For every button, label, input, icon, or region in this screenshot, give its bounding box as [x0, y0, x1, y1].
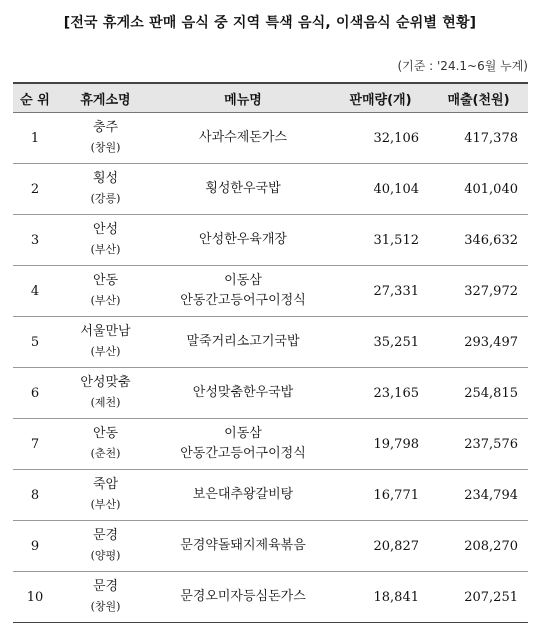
sales-cell: 207,251	[429, 572, 528, 623]
rest-stop-name: 안동	[92, 273, 119, 288]
sales-cell: 237,576	[429, 419, 528, 470]
rest-stop-cell	[57, 317, 154, 368]
quantity-cell: 35,251	[332, 317, 429, 368]
rank-cell: 10	[13, 572, 57, 623]
basis-note: (기준 : '24.1~6월 누계)	[397, 59, 528, 73]
rank-cell: 3	[13, 215, 57, 266]
sales-cell: 401,040	[429, 164, 528, 215]
rest-stop-cell	[57, 113, 154, 164]
sales-cell: 254,815	[429, 368, 528, 419]
rest-stop-direction: (제천)	[90, 396, 121, 409]
rest-stop-cell	[57, 215, 154, 266]
quantity-cell: 40,104	[332, 164, 429, 215]
quantity-cell: 31,512	[332, 215, 429, 266]
rank-cell: 2	[13, 164, 57, 215]
menu-name: 안성한우육개장	[199, 232, 287, 247]
menu-cell	[154, 164, 332, 215]
header-rest-stop: 휴게소명	[57, 83, 154, 113]
rank-cell: 1	[13, 113, 57, 164]
rest-stop-name: 안성맞춤	[80, 375, 131, 390]
menu-name: 안동간고등어구이정식	[180, 293, 306, 308]
menu-name: 안성맞춤한우국밥	[192, 385, 294, 400]
sales-cell: 346,632	[429, 215, 528, 266]
table-row	[13, 521, 528, 572]
table-row	[13, 368, 528, 419]
menu-cell	[154, 521, 332, 572]
menu-cell	[154, 113, 332, 164]
quantity-cell: 27,331	[332, 266, 429, 317]
rest-stop-direction: (강릉)	[90, 192, 121, 205]
rest-stop-cell	[57, 164, 154, 215]
header-quantity: 판매량(개)	[332, 83, 429, 113]
rest-stop-name: 문경	[92, 528, 119, 543]
sales-cell: 234,794	[429, 470, 528, 521]
quantity-cell: 18,841	[332, 572, 429, 623]
rest-stop-name: 안동	[92, 426, 119, 441]
menu-name: 사과수제돈가스	[199, 130, 287, 145]
rest-stop-name: 서울만남	[80, 324, 131, 339]
rest-stop-direction: (부산)	[90, 243, 121, 256]
menu-name: 문경약돌돼지제육볶음	[180, 538, 306, 553]
sales-cell: 417,378	[429, 113, 528, 164]
rank-cell: 7	[13, 419, 57, 470]
menu-name: 말죽거리소고기국밥	[186, 334, 300, 349]
table-body	[13, 113, 528, 623]
rest-stop-cell	[57, 266, 154, 317]
rest-stop-direction: (부산)	[90, 294, 121, 307]
menu-name: 문경오미자등심돈가스	[180, 589, 306, 604]
rest-stop-cell	[57, 521, 154, 572]
rest-stop-cell	[57, 419, 154, 470]
table-row	[13, 419, 528, 470]
ranking-table	[13, 82, 528, 623]
rest-stop-name: 죽암	[92, 477, 119, 492]
table-row	[13, 470, 528, 521]
sales-cell: 208,270	[429, 521, 528, 572]
rest-stop-name: 문경	[92, 579, 119, 594]
rank-cell: 6	[13, 368, 57, 419]
menu-name: 안동간고등어구이정식	[180, 446, 306, 461]
rank-cell: 8	[13, 470, 57, 521]
menu-name: 보은대추왕갈비탕	[192, 487, 294, 502]
rest-stop-cell	[57, 572, 154, 623]
document-title: [전국 휴게소 판매 음식 중 지역 특색 음식, 이색음식 순위별 현황]	[63, 15, 477, 31]
menu-cell	[154, 470, 332, 521]
table-row	[13, 266, 528, 317]
rank-cell: 9	[13, 521, 57, 572]
rest-stop-direction: (양평)	[90, 549, 121, 562]
header-rank: 순 위	[13, 83, 57, 113]
rest-stop-cell	[57, 368, 154, 419]
rest-stop-name: 횡성	[92, 171, 119, 186]
sales-cell: 293,497	[429, 317, 528, 368]
quantity-cell: 19,798	[332, 419, 429, 470]
quantity-cell: 23,165	[332, 368, 429, 419]
table-header-row	[13, 83, 528, 113]
quantity-cell: 32,106	[332, 113, 429, 164]
rank-cell: 5	[13, 317, 57, 368]
rest-stop-direction: (부산)	[90, 345, 121, 358]
table-row	[13, 113, 528, 164]
header-menu: 메뉴명	[154, 83, 332, 113]
rest-stop-direction: (춘천)	[90, 447, 121, 460]
quantity-cell: 20,827	[332, 521, 429, 572]
rank-cell: 4	[13, 266, 57, 317]
menu-name: 횡성한우국밥	[205, 181, 281, 196]
sales-cell: 327,972	[429, 266, 528, 317]
rest-stop-direction: (창원)	[90, 600, 121, 613]
rest-stop-name: 충주	[92, 120, 119, 135]
menu-cell	[154, 419, 332, 470]
menu-name: 이동삼	[224, 273, 262, 288]
rest-stop-cell	[57, 470, 154, 521]
quantity-cell: 16,771	[332, 470, 429, 521]
rest-stop-name: 안성	[92, 222, 119, 237]
table-row	[13, 572, 528, 623]
menu-name: 이동삼	[224, 426, 262, 441]
header-sales: 매출(천원)	[429, 83, 528, 113]
table-row	[13, 215, 528, 266]
menu-cell	[154, 317, 332, 368]
table-row	[13, 164, 528, 215]
menu-cell	[154, 368, 332, 419]
table-row	[13, 317, 528, 368]
rest-stop-direction: (창원)	[90, 141, 121, 154]
rest-stop-direction: (부산)	[90, 498, 121, 511]
menu-cell	[154, 215, 332, 266]
menu-cell	[154, 266, 332, 317]
menu-cell	[154, 572, 332, 623]
